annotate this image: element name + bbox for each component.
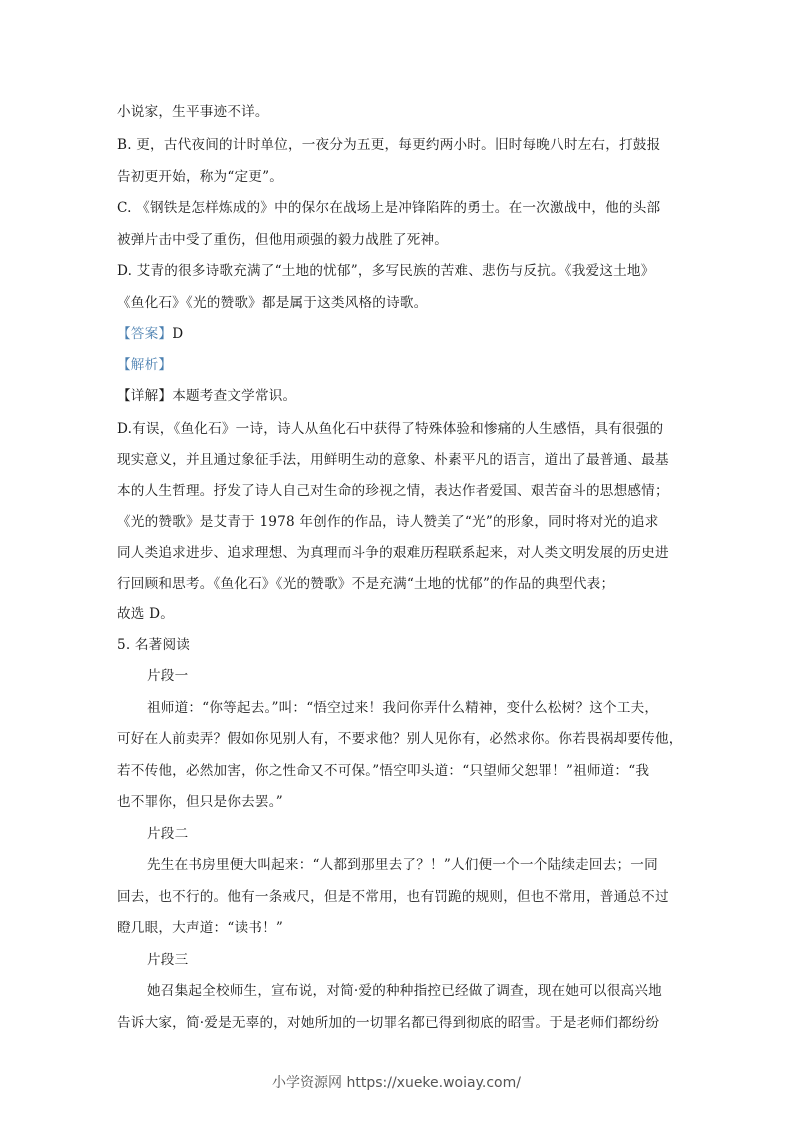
passage-2-line: 回去，也不行的。他有一条戒尺，但是不常用，也有罚跪的规则，但也不常用，普通总不过: [117, 889, 669, 905]
passage-1-line: 也不罪你，但只是你去罢。”: [117, 794, 283, 810]
question-5-title: 5. 名著阅读: [117, 637, 191, 653]
passage-1-line: 可好在人前卖弄？假如你见别人有，不要求他？别人见你有，必然求你。你若畏祸却要传他，: [117, 731, 683, 747]
passage-2-line: 先生在书房里便大叫起来：“人都到那里去了？！”人们便一个一个陆续走回去；一同: [147, 857, 658, 873]
explanation-line: D.有误，《鱼化石》一诗，诗人从鱼化石中获得了特殊体验和惨痛的人生感悟，具有很强的: [117, 421, 664, 437]
detail-label: 【详解】: [117, 388, 173, 404]
explanation-line: 《光的赞歌》是艾青于 1978 年创作的作品，诗人赞美了“光”的形象，同时将对光的追求: [117, 514, 659, 530]
passage-1-heading: 片段一: [147, 668, 189, 684]
answer-label: 【答案】: [117, 326, 173, 342]
answer-row: [117, 325, 687, 343]
explanation-line: 本的人生哲理。抒发了诗人自己对生命的珍视之情，表达作者爱国、艰苦奋斗的思想感情；: [117, 483, 669, 499]
analysis-label: 【解析】: [117, 357, 173, 373]
conclusion-line: 故选 D。: [117, 606, 175, 622]
option-c-line-1: C. 《钢铁是怎样炼成的》中的保尔在战场上是冲锋陷阵的勇士。在一次激战中，他的头部: [117, 200, 661, 216]
option-c-line-2: 被弹片击中受了重伤，但他用顽强的毅力战胜了死神。: [117, 232, 449, 248]
explanation-line: 同人类追求进步、追求理想、为真理而斗争的艰难历程联系起来，对人类文明发展的历史进: [117, 545, 669, 561]
option-a-continuation: 小说家，生平事迹不详。: [117, 104, 269, 120]
option-d-line-2: 《鱼化石》《光的赞歌》都是属于这类风格的诗歌。: [117, 295, 428, 311]
option-d-line-1: D. 艾青的很多诗歌充满了“土地的忧郁”，多写民族的苦难、悲伤与反抗。《我爱这土地》: [117, 263, 655, 279]
footer-watermark: 小学资源网 https://xueke.woiay.com/: [272, 1075, 521, 1091]
option-b-line-1: B. 更，古代夜间的计时单位，一夜分为五更，每更约两小时。旧时每晚八时左右，打鼓报: [117, 137, 661, 153]
passage-2-line: 瞪几眼，大声道：“读书！”: [117, 920, 284, 936]
passage-3-line: 告诉大家，简·爱是无辜的，对她所加的一切罪名都已得到彻底的昭雪。于是老师们都纷纷: [117, 1015, 660, 1031]
passage-3-line: 她召集起全校师生，宣布说，对简·爱的种种指控已经做了调查，现在她可以很高兴地: [147, 983, 662, 999]
passage-3-heading: 片段三: [147, 952, 189, 968]
answer-value: D: [172, 326, 184, 342]
explanation-line: 行回顾和思考。《鱼化石》《光的赞歌》不是充满“土地的忧郁”的作品的典型代表；: [117, 576, 615, 592]
option-b-line-2: 告初更开始，称为“定更”。: [117, 169, 284, 185]
detail-text: 本题考查文学常识。: [172, 388, 297, 404]
passage-1-line: 若不传他，必然加害，你之性命又不可保。”悟空叩头道：“只望师父恕罪！”祖师道：“我: [117, 763, 650, 779]
passage-1-line: 祖师道：“你等起去。”叫：“悟空过来！我问你弄什么精神，变什么松树？这个工夫，: [147, 700, 659, 716]
detail-row: [117, 387, 687, 405]
explanation-line: 现实意义，并且通过象征手法，用鲜明生动的意象、朴素平凡的语言，道出了最普通、最基: [117, 452, 669, 468]
passage-2-heading: 片段二: [147, 826, 189, 842]
